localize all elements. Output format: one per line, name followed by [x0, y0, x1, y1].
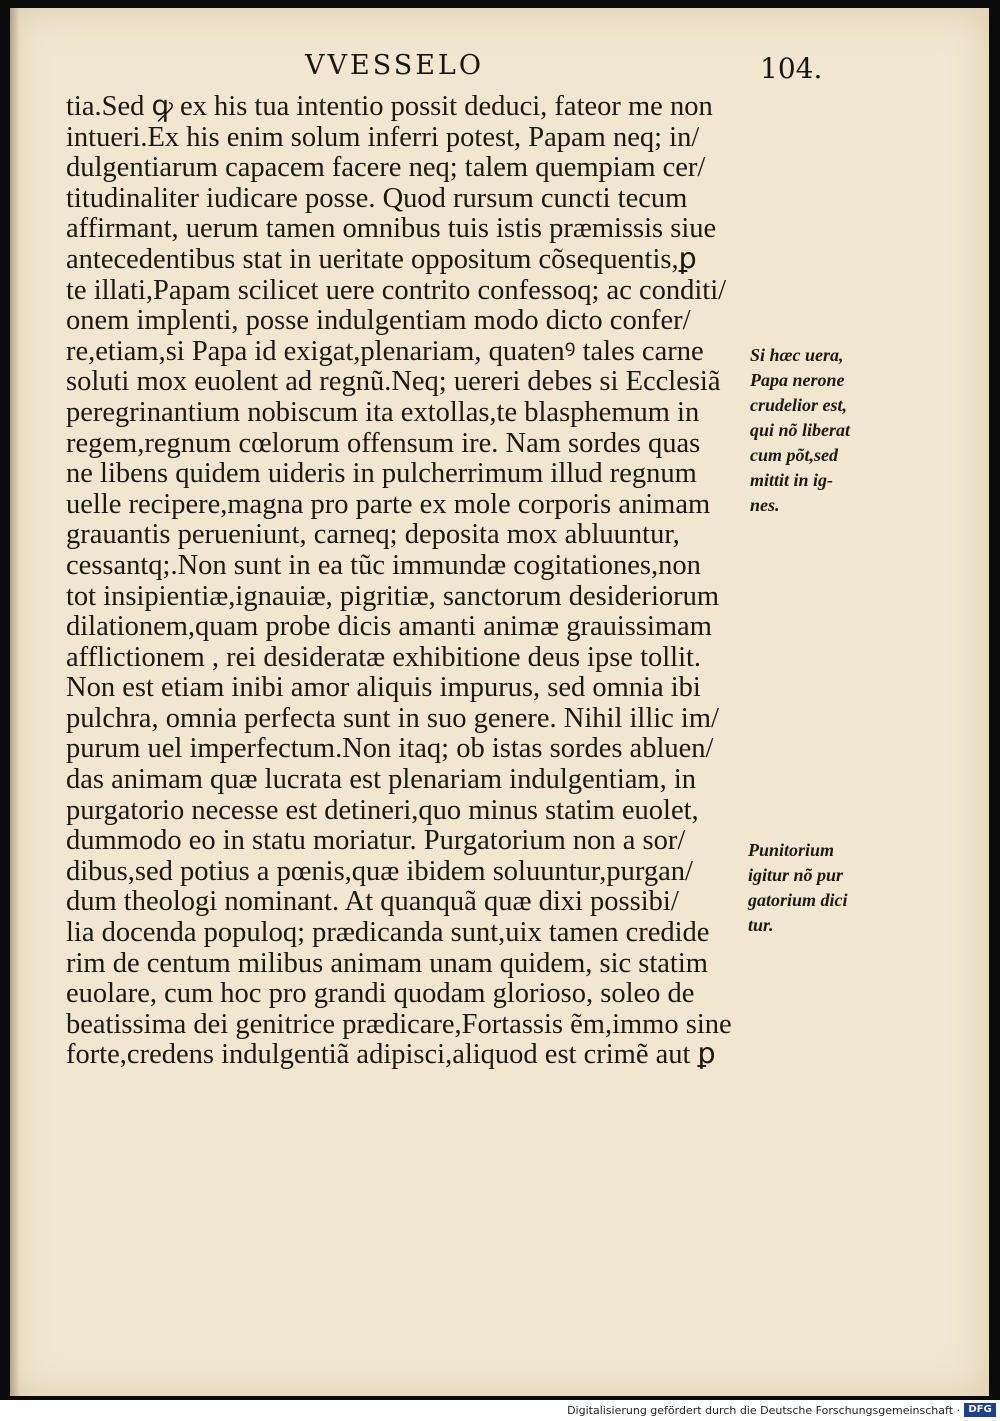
- footer-bar: [0, 1400, 1000, 1421]
- text-line: affirmant, uerum tamen omnibus tuis istis præmissis siue: [66, 214, 717, 245]
- text-line: antecedentibus stat in ueritate oppositum cõsequentis,ꝑ: [66, 244, 697, 275]
- text-line: rim de centum milibus animam unam quidem, sic statim: [66, 948, 708, 979]
- text-line: dulgentiarum capacem facere neq; talem quempiam cer/: [66, 153, 706, 184]
- page-number: 104.: [760, 52, 823, 85]
- text-line: purum uel imperfectum.Non itaq; ob istas sordes abluen/: [66, 734, 714, 765]
- text-line: soluti mox euolent ad regnũ.Neq; uereri debes si Ecclesiã: [66, 367, 721, 398]
- text-line: euolare, cum hoc pro grandi quodam glorioso, soleo de: [66, 979, 695, 1010]
- margin-note-line: cum põt,sed: [750, 445, 838, 465]
- text-line: re,etiam,si Papa id exigat,plenariam, quatenꝰ tales carne: [66, 336, 704, 367]
- page-gutter-shadow: [10, 8, 20, 1396]
- text-line: peregrinantium nobiscum ita extollas,te blasphemum in: [66, 397, 700, 428]
- text-line: regem,regnum cœlorum offensum ire. Nam sordes quas: [66, 428, 701, 459]
- dfg-logo: DFG: [964, 1403, 996, 1417]
- text-line: dibus,sed potius a pœnis,quæ ibidem soluuntur,purgan/: [66, 856, 693, 887]
- text-line: beatissima dei genitrice prædicare,Fortassis ẽm,immo sine: [66, 1009, 732, 1040]
- running-head: VVESSELO: [305, 50, 484, 81]
- text-line: dum theologi nominant. At quanquã quæ dixi possibi/: [66, 887, 679, 918]
- text-line: onem implenti, posse indulgentiam modo dicto confer/: [66, 306, 691, 337]
- text-line: tot insipientiæ,ignauiæ, pigritiæ, sanctorum desideriorum: [66, 581, 720, 612]
- margin-note-line: Punitorium: [748, 840, 835, 860]
- margin-note-line: tur.: [748, 915, 774, 935]
- text-line: grauantis perueniunt, carneq; deposita mox abluuntur,: [66, 520, 680, 551]
- text-line: Non est etiam inibi amor aliquis impurus, sed omnia ibi: [66, 673, 701, 704]
- text-line: das animam quæ lucrata est plenariam indulgentiam, in: [66, 765, 696, 796]
- margin-note-line: mittit in ig-: [750, 470, 834, 490]
- text-line: forte,credens indulgentiã adipisci,aliquod est crimẽ aut ꝑ: [66, 1040, 716, 1071]
- text-line: tia.Sed ꝙ ex his tua intentio possit deduci, fateor me non: [66, 92, 713, 122]
- text-line: lia docenda populoq; prædicanda sunt,uix tamen credide: [66, 918, 710, 949]
- text-line: afflictionem , rei desideratæ exhibitione deus ipse tollit.: [66, 642, 702, 673]
- text-line: intueri.Ex his enim solum inferri potest, Papam neq; in/: [66, 122, 700, 153]
- text-line: dilationem,quam probe dicis amanti animæ grauissimam: [66, 612, 712, 643]
- text-line: pulchra, omnia perfecta sunt in suo genere. Nihil illic im/: [66, 703, 719, 734]
- margin-note-line: gatorium dici: [748, 890, 848, 910]
- margin-note: [748, 838, 848, 938]
- body-text-block: [66, 92, 746, 1071]
- margin-note: [750, 343, 850, 518]
- text-line: uelle recipere,magna pro parte ex mole corporis animam: [66, 489, 711, 520]
- margin-note-line: Papa nerone: [750, 370, 845, 390]
- margin-note-line: igitur nõ pur: [748, 865, 844, 885]
- text-line: titudinaliter iudicare posse. Quod rursum cuncti tecum: [66, 183, 688, 214]
- text-line: ne libens quidem uideris in pulcherrimum illud regnum: [66, 459, 697, 490]
- margin-note-line: qui nõ liberat: [750, 420, 851, 440]
- text-line: purgatorio necesse est detineri,quo minus statim euolet,: [66, 795, 699, 826]
- text-line: dummodo eo in statu moriatur. Purgatorium non a sor/: [66, 826, 686, 857]
- margin-note-line: Si hæc uera,: [750, 345, 844, 365]
- margin-note-line: crudelior est,: [750, 395, 847, 415]
- margin-note-line: nes.: [750, 495, 780, 515]
- funding-credit: Digitalisierung gefördert durch die Deutsche Forschungsgemeinschaft ·: [567, 1404, 960, 1417]
- text-line: te illati,Papam scilicet uere contrito confessoq; ac conditi/: [66, 275, 727, 306]
- text-line: cessantq;.Non sunt in ea tũc immundæ cogitationes,non: [66, 550, 701, 581]
